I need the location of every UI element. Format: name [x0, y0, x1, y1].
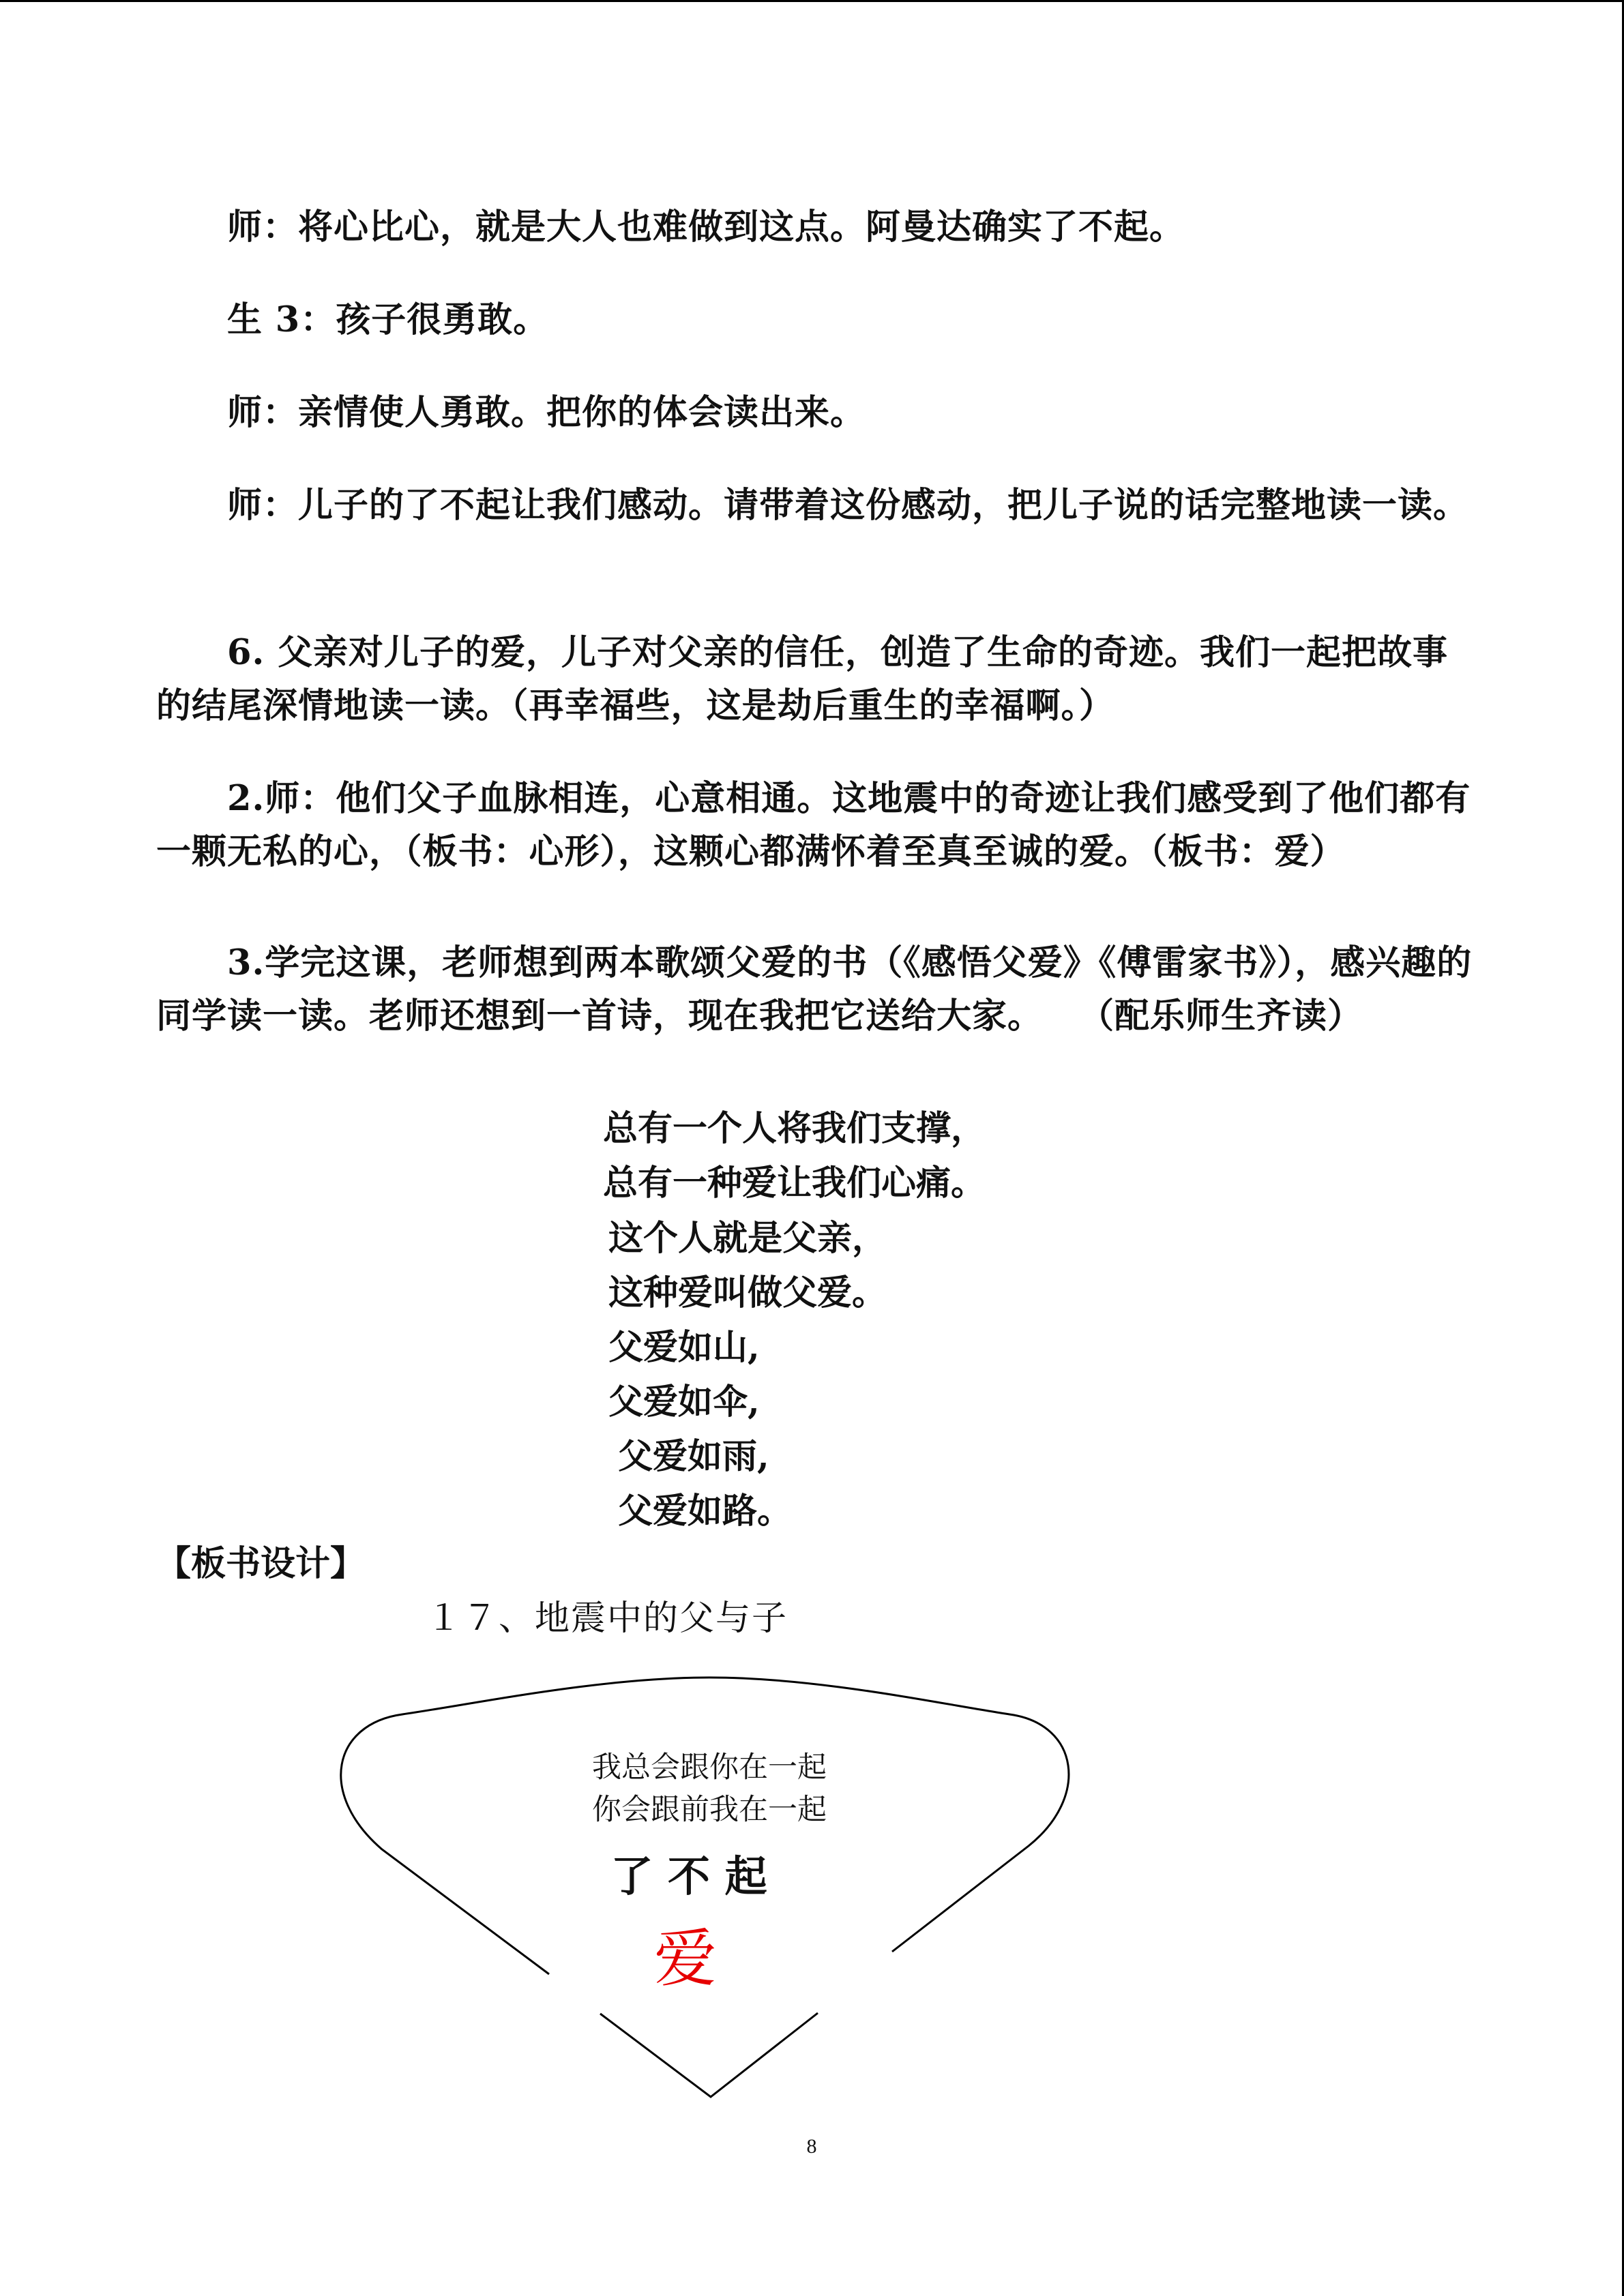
poem-line-6: 父爱如伞, — [608, 1382, 760, 1422]
paragraph-student-3: 生 3：孩子很勇敢。 — [227, 299, 549, 340]
heart-main-word: 了 不 起 — [610, 1851, 767, 1901]
heart-love-word: 爱 — [653, 1922, 717, 1995]
heart-line-1: 我总会跟你在一起 — [592, 1750, 827, 1785]
heart-line-2: 你会跟前我在一起 — [592, 1793, 827, 1827]
paragraph-teacher-1: 师：将心比心，就是大人也难做到这点。阿曼达确实了不起。 — [227, 207, 1185, 248]
poem-line-4: 这种爱叫做父爱。 — [608, 1272, 887, 1313]
lesson-title: １７、地震中的父与子 — [426, 1598, 788, 1639]
step-6-number: 6. — [227, 632, 265, 673]
heart-outline-bottom — [600, 2013, 818, 2097]
poem-line-3: 这个人就是父亲， — [608, 1218, 887, 1259]
paragraph-teacher-3: 师：儿子的了不起让我们感动。请带着这份感动，把儿子说的话完整地读一读。 — [227, 485, 1469, 526]
poem-line-7: 父爱如雨, — [618, 1436, 769, 1477]
step-2-number: 2. — [227, 778, 265, 819]
paragraph-teacher-2: 师：亲情使人勇敢。把你的体会读出来。 — [227, 392, 866, 433]
poem-line-5: 父爱如山, — [608, 1327, 760, 1368]
step-3-text: 学完这课，老师想到两本歌颂父爱的书（《感悟父爱》《傅雷家书》），感兴趣的同学读一读。老师还想到一首诗，现在我把它送给大家。 （配乐师生齐读） — [156, 942, 1473, 1037]
poem-line-2: 总有一种爱让我们心痛。 — [603, 1163, 986, 1204]
board-design-heading: 【板书设计】 — [156, 1543, 366, 1584]
step-2-text: 师：他们父子血脉相连，心意相通。这地震中的奇迹让我们感受到了他们都有一颗无私的心，（板书：心形），这颗心都满怀着至真至诚的爱。（板书：爱） — [156, 778, 1471, 872]
page-number: 8 — [806, 2135, 817, 2158]
poem-line-1: 总有一个人将我们支撑， — [603, 1108, 986, 1149]
step-6-text: 父亲对儿子的爱，儿子对父亲的信任，创造了生命的奇迹。我们一起把故事的结尾深情地读一读。（再幸福些，这是劫后重生的幸福啊。） — [156, 632, 1449, 726]
poem-line-8: 父爱如路。 — [618, 1491, 793, 1532]
step-3-number: 3. — [227, 942, 265, 983]
